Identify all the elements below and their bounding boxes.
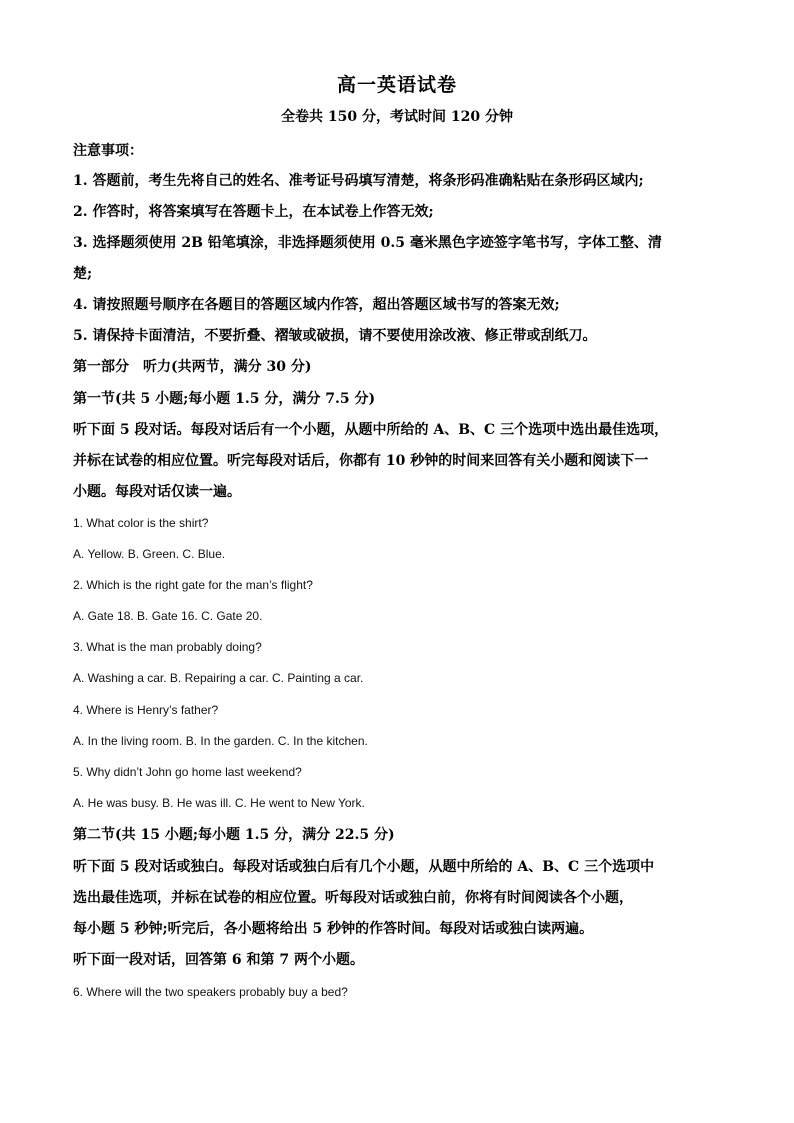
section1-heading: 第一节(共 5 小题;每小题 1.5 分，满分 7.5 分)	[73, 391, 376, 407]
notice-item: 3. 选择题须使用 2B 铅笔填涂，非选择题须使用 0.5 毫米黑色字迹签字笔书写，字体工整、清	[73, 235, 662, 251]
exam-subtitle: 全卷共 150 分，考试时间 120 分钟	[281, 109, 513, 125]
notice-item-continuation: 楚;	[73, 266, 93, 282]
section2-instruction: 选出最佳选项，并标在试卷的相应位置。听每段对话或独白前，你将有时间阅读各个小题，	[73, 890, 633, 906]
question-text: 6. Where will the two speakers probably buy a bed?	[73, 985, 348, 999]
question-options: A. Yellow. B. Green. C. Blue.	[73, 547, 226, 561]
notice-heading: 注意事项：	[73, 143, 143, 159]
dialogue-instruction: 听下面一段对话，回答第 6 和第 7 两个小题。	[73, 952, 364, 968]
question-text: 4. Where is Henry’s father?	[73, 703, 219, 717]
section2-instruction: 听下面 5 段对话或独白。每段对话或独白后有几个小题，从题中所给的 A、B、C 三个选项中	[73, 859, 655, 875]
question-options: A. Washing a car. B. Repairing a car. C. Painting a car.	[73, 671, 364, 685]
question-options: A. In the living room. B. In the garden. C. In the kitchen.	[73, 734, 368, 748]
question-text: 3. What is the man probably doing?	[73, 640, 262, 654]
question-text: 1. What color is the shirt?	[73, 516, 209, 530]
question-text: 5. Why didn’t John go home last weekend?	[73, 765, 302, 779]
notice-item: 1. 答题前，考生先将自己的姓名、准考证号码填写清楚，将条形码准确粘贴在条形码区域内;	[73, 173, 644, 189]
part1-heading: 第一部分 听力(共两节，满分 30 分)	[73, 359, 312, 375]
page-title: 高一英语试卷	[336, 74, 457, 96]
notice-item: 2. 作答时，将答案填写在答题卡上，在本试卷上作答无效;	[73, 204, 434, 220]
notice-item: 5. 请保持卡面清洁，不要折叠、褶皱或破损，请不要使用涂改液、修正带或刮纸刀。	[73, 328, 597, 344]
section1-instruction: 听下面 5 段对话。每段对话后有一个小题，从题中所给的 A、B、C 三个选项中选出最佳选项，	[73, 422, 669, 438]
question-options: A. He was busy. B. He was ill. C. He went to New York.	[73, 796, 365, 810]
section1-instruction: 小题。每段对话仅读一遍。	[73, 484, 241, 500]
question-options: A. Gate 18. B. Gate 16. C. Gate 20.	[73, 609, 263, 623]
section2-instruction: 每小题 5 秒钟;听完后，各小题将给出 5 秒钟的作答时间。每段对话或独白读两遍。	[73, 921, 594, 937]
notice-item: 4. 请按照题号顺序在各题目的答题区域内作答，超出答题区域书写的答案无效;	[73, 297, 560, 313]
section1-instruction: 并标在试卷的相应位置。听完每段对话后，你都有 10 秒钟的时间来回答有关小题和阅读下一	[73, 453, 649, 469]
question-text: 2. Which is the right gate for the man’s flight?	[73, 578, 313, 592]
section2-heading: 第二节(共 15 小题;每小题 1.5 分，满分 22.5 分)	[73, 827, 395, 843]
